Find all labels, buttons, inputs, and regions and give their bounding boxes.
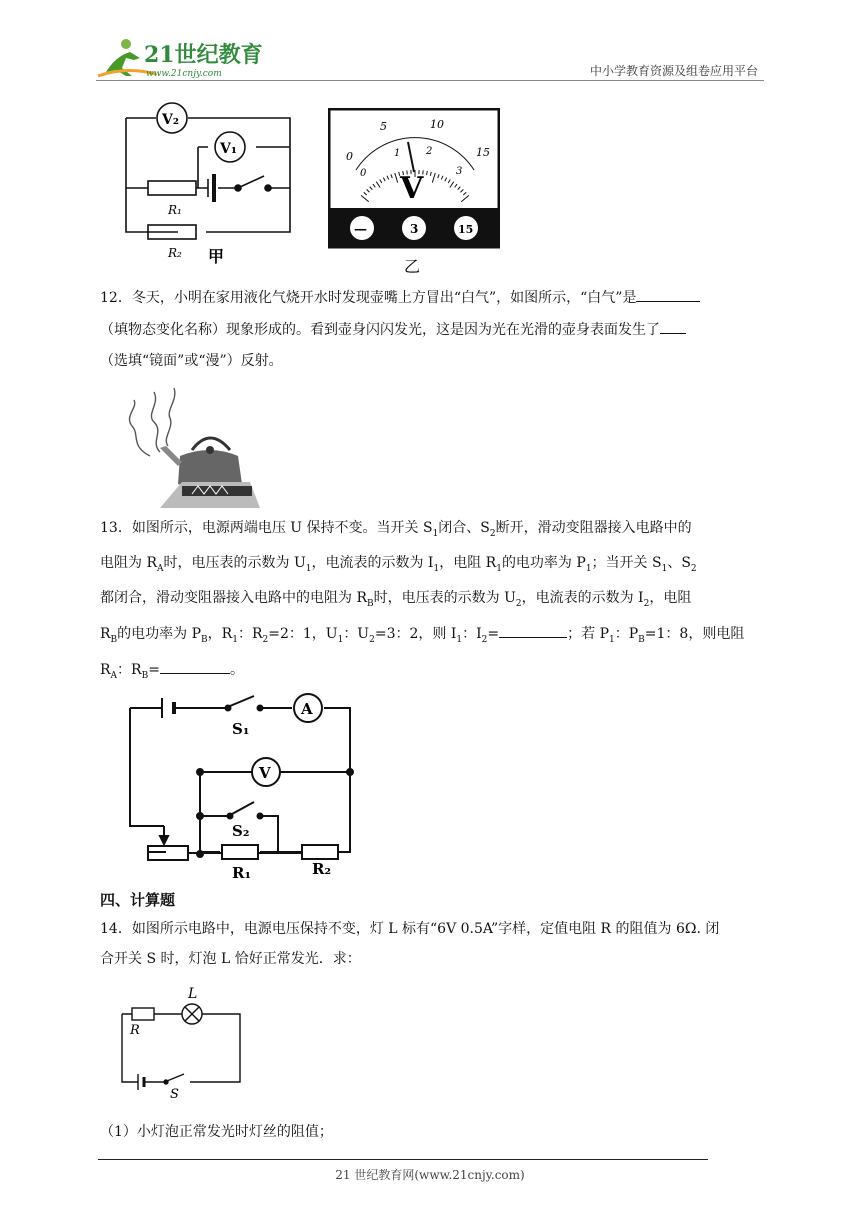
q12-blank1[interactable]	[636, 287, 700, 302]
circuit-figure-jia	[118, 100, 308, 270]
switch-s1-label: S₁	[232, 720, 250, 738]
scale-top-10: 10	[430, 118, 444, 131]
q13-line4: $R_B$的电功率为 $P_B$，$R_1$：$R_2=2$：1，$U_1$：$U_2=3$：2，则 $I_1$：$I_2=$ ；若 $P_1$：$P_B=1$：8，则电阻	[100, 623, 744, 650]
terminal-minus: —	[354, 222, 367, 237]
terminal-3: 3	[410, 222, 419, 236]
section-heading: 四、计算题	[100, 891, 176, 909]
circuit-figure-q13	[120, 690, 370, 882]
q12-line3: （选填“镜面”或“漫”）反射。	[100, 353, 283, 369]
footer-text: 21 世纪教育网(www.21cnjy.com)	[335, 1168, 525, 1182]
ammeter-label: A	[301, 700, 313, 718]
scale-bottom-0: 0	[360, 168, 367, 179]
header-divider	[96, 80, 764, 81]
resistor-r1-label: R₁	[168, 203, 182, 217]
voltmeter-v2-label: V₂	[162, 112, 179, 128]
q14-subquestion-1: （1）小灯泡正常发光时灯丝的阻值；	[100, 1124, 333, 1140]
resistor-r2-label: R₂	[312, 860, 332, 878]
q13-line5: $R_A$：$R_B=$ 。	[100, 659, 244, 686]
logo-runner-icon	[96, 36, 266, 80]
q13-blank1[interactable]	[499, 623, 567, 638]
scale-bottom-2: 2	[426, 146, 433, 157]
meter-unit-v: V	[400, 171, 424, 206]
q13-blank2[interactable]	[160, 659, 230, 674]
figure-label-jia: 甲	[208, 247, 225, 266]
q13-line3: 都闭合，滑动变阻器接入电路中的电阻为 $R_B$时，电压表的示数为 $U_2$，电流表的示数为 $I_2$，电阻	[100, 590, 692, 609]
lamp-l-label: L	[188, 986, 198, 1002]
scale-top-5: 5	[380, 120, 387, 133]
voltmeter-v1-label: V₁	[220, 141, 237, 157]
voltmeter-dial-figure	[328, 108, 500, 278]
switch-s2-label: S₂	[232, 822, 250, 840]
dial-tick	[427, 171, 428, 175]
logo-text: 21世纪教育	[144, 42, 263, 68]
logo-url: www.21cnjy.com	[146, 69, 222, 79]
scale-top-0: 0	[346, 150, 353, 163]
voltmeter-label: V	[259, 764, 271, 782]
footer-divider	[98, 1159, 708, 1160]
platform-name: 中小学教育资源及组卷应用平台	[589, 64, 758, 78]
q13-line2: 电阻为 $R_A$时，电压表的示数为 $U_1$，电流表的示数为 $I_1$，电阻 $R_1$的电功率为 $P_1$；当开关 $S_1$、$S_2$	[100, 555, 697, 574]
switch-s-label: S	[170, 1087, 179, 1100]
scale-bottom-3: 3	[456, 166, 463, 177]
q12-line2: （填物态变化名称）现象形成的。看到壶身闪闪发光，这是因为光在光滑的壶身表面发生了	[100, 319, 686, 340]
site-logo	[96, 36, 266, 84]
q14-line2: 合开关 S 时，灯泡 L 恰好正常发光．求：	[100, 951, 361, 967]
q14-line1: 14．如图所示电路中，电源电压保持不变，灯 L 标有“6V 0.5A”字样，定值电阻 R 的阻值为 6Ω. 闭	[100, 921, 720, 937]
kettle-figure	[120, 386, 270, 510]
q12-blank2[interactable]	[660, 319, 686, 334]
circuit-figure-q14	[118, 986, 248, 1100]
terminal-15: 15	[458, 223, 474, 236]
figure-label-yi: 乙	[404, 257, 421, 276]
scale-top-15: 15	[476, 146, 490, 159]
q12-line1: 12．冬天，小明在家用液化气烧开水时发现壶嘴上方冒出“白气”，如图所示，“白气”是	[100, 287, 700, 308]
resistor-r1-label: R₁	[232, 864, 252, 882]
resistor-r-label: R	[130, 1023, 140, 1038]
scale-bottom-1: 1	[394, 148, 401, 159]
resistor-r2-label: R₂	[168, 246, 182, 260]
q13-line1: 13．如图所示，电源两端电压 U 保持不变。当开关 $S_1$闭合、$S_2$断开，滑动变阻器接入电路中的	[100, 520, 692, 539]
